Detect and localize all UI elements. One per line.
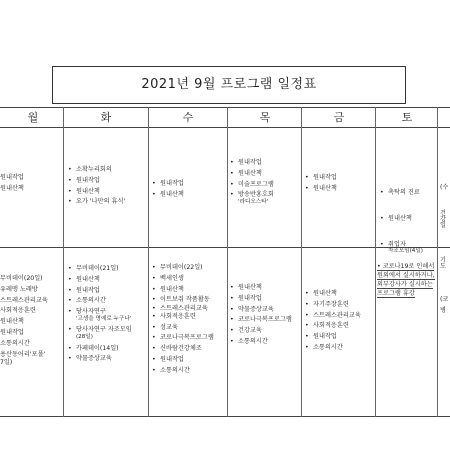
list-item: • 요가 '나만의 휴식' <box>68 198 126 206</box>
list-item: 원내작업 <box>0 174 24 181</box>
list-item: 유레맹 노래방 <box>0 285 38 293</box>
list-item: • 원내산책 <box>152 190 184 198</box>
header-divider <box>0 127 450 128</box>
list-item: • 소통의시간 <box>152 366 190 374</box>
cell-tue-upper <box>68 167 125 210</box>
list-item: • 백세인생 <box>152 274 184 282</box>
list-item: 원내산책 <box>0 184 24 192</box>
list-item-subtitle: '라디오스타' <box>238 199 269 206</box>
list-item: • 원내산책 <box>230 169 262 177</box>
list-item: 사회적응훈련 <box>0 307 36 315</box>
list-item: • 신바람건강체조 <box>152 345 202 353</box>
list-item: • 소통의시간 <box>68 297 106 305</box>
cell-thu-upper <box>230 160 274 210</box>
schedule-table <box>0 107 450 417</box>
list-item: • 원내산책 <box>305 184 337 192</box>
cell-mon-lower <box>0 276 48 371</box>
list-item: • 약물증상교육 <box>230 305 274 313</box>
list-item: • 원내작업 <box>152 180 184 187</box>
list-item: • 원내작업 <box>305 333 337 341</box>
day-header-sat: 토 <box>401 111 413 124</box>
cell-fri-upper <box>305 175 337 197</box>
column-divider <box>301 107 302 417</box>
list-item: 원내산책 <box>0 318 24 326</box>
day-header-mon: 월 <box>27 111 39 124</box>
sunday-partial-text: (수 <box>440 184 449 191</box>
list-item: • 자기주장훈련 <box>305 300 349 308</box>
list-item: • 원내작업 <box>68 176 100 184</box>
cell-sat-upper <box>380 190 423 259</box>
list-item: • 카페데이(14일) <box>68 344 119 352</box>
list-item: • 미술프로그램 <box>230 180 274 188</box>
column-divider <box>63 107 64 417</box>
cell-tue-lower <box>68 266 132 367</box>
cell-fri-lower <box>305 291 361 356</box>
list-item: • 이트보쥐 작품활동 <box>152 296 210 304</box>
day-header-tue: 화 <box>100 111 112 124</box>
list-item: • 취업자 <box>380 241 406 249</box>
column-divider <box>227 107 228 417</box>
column-divider <box>148 107 149 417</box>
list-item: • 약물증상교육 <box>68 355 112 363</box>
list-item: • 원내산책 <box>380 215 412 223</box>
cell-wed-upper <box>152 181 184 203</box>
list-item: • 원내산책 <box>68 187 100 195</box>
day-header-thu: 목 <box>259 111 271 124</box>
list-item: • 성교육 <box>152 323 178 331</box>
list-item: • 사회적응훈련 <box>305 322 349 330</box>
day-header-wed: 수 <box>182 111 194 124</box>
sunday-partial-text: 일 <box>440 222 446 229</box>
saturday-notice: • 코로나19로 인해서 원외에서 실시하거나, 외부강사가 실시하는 프로그램 휴강 <box>377 263 435 297</box>
list-item: 원내작업 <box>0 328 24 336</box>
list-item: 무비데이(20일) <box>0 275 43 282</box>
list-item: • 원내산책 <box>305 290 337 297</box>
list-item: • 원내작업 <box>230 159 262 166</box>
list-item: • 소통의시간 <box>230 337 268 345</box>
list-item: • 원내작업 <box>152 355 184 363</box>
list-item: • 스트레스관리교육 <box>152 304 208 312</box>
list-item: • 무비데이(22일) <box>152 264 203 271</box>
list-item: 스트레스관리교육 <box>0 296 48 304</box>
list-item: • 당사자연구 <box>68 308 106 316</box>
list-item: • 소통의시간 <box>305 343 343 351</box>
list-item: • 촉탁의 진료 <box>380 189 420 196</box>
cell-mon-upper <box>0 175 24 197</box>
list-item: 용산동어리'포폴' <box>0 350 46 358</box>
list-item: 소통의시간 <box>0 339 30 347</box>
list-item: • 무비데이(21일) <box>68 265 119 272</box>
sunday-partial-text: 기도 <box>440 257 446 271</box>
list-item: • 소확누리회의 <box>68 166 112 173</box>
list-item: • 건강교육 <box>230 327 262 335</box>
list-item: • 코로나극복프로그램 <box>152 334 214 342</box>
list-item: • 스트레스관리교육 <box>305 311 361 319</box>
list-item: • 당사자연구 자조모임 <box>68 326 132 334</box>
cell-wed-lower <box>152 265 214 379</box>
list-item-subtitle: '고생을 명예로 누구나' <box>76 315 132 322</box>
list-item: • 코로나극복프로그램 <box>230 316 292 324</box>
list-item: • 원내작업 <box>68 286 100 294</box>
table-bottom-border <box>0 416 450 417</box>
list-item: • 원내작업 <box>305 174 337 181</box>
list-item: • 방송반홍호회 <box>230 191 274 199</box>
list-item: • 원내작업 <box>230 294 262 302</box>
list-item: • 원내산책 <box>68 275 100 283</box>
list-item: • 사회적응훈련 <box>152 312 196 320</box>
list-item-subtitle: (28일) <box>76 334 93 341</box>
cell-thu-lower <box>230 285 292 350</box>
list-item-subtitle: 자조모임(4일) <box>388 247 423 254</box>
list-item: 7일) <box>0 358 13 366</box>
list-item: • 원내산책 <box>152 285 184 293</box>
sunday-partial-text: (코 <box>440 296 449 303</box>
column-divider <box>375 107 376 417</box>
sunday-partial-text: 병 <box>440 307 446 314</box>
page-title: 2021년 9월 프로그램 일정표 <box>52 66 406 104</box>
sunday-partial-text: 건강 <box>440 210 446 224</box>
day-header-fri: 금 <box>333 111 345 124</box>
list-item: • 원내산책 <box>230 284 262 291</box>
column-divider <box>437 107 438 417</box>
